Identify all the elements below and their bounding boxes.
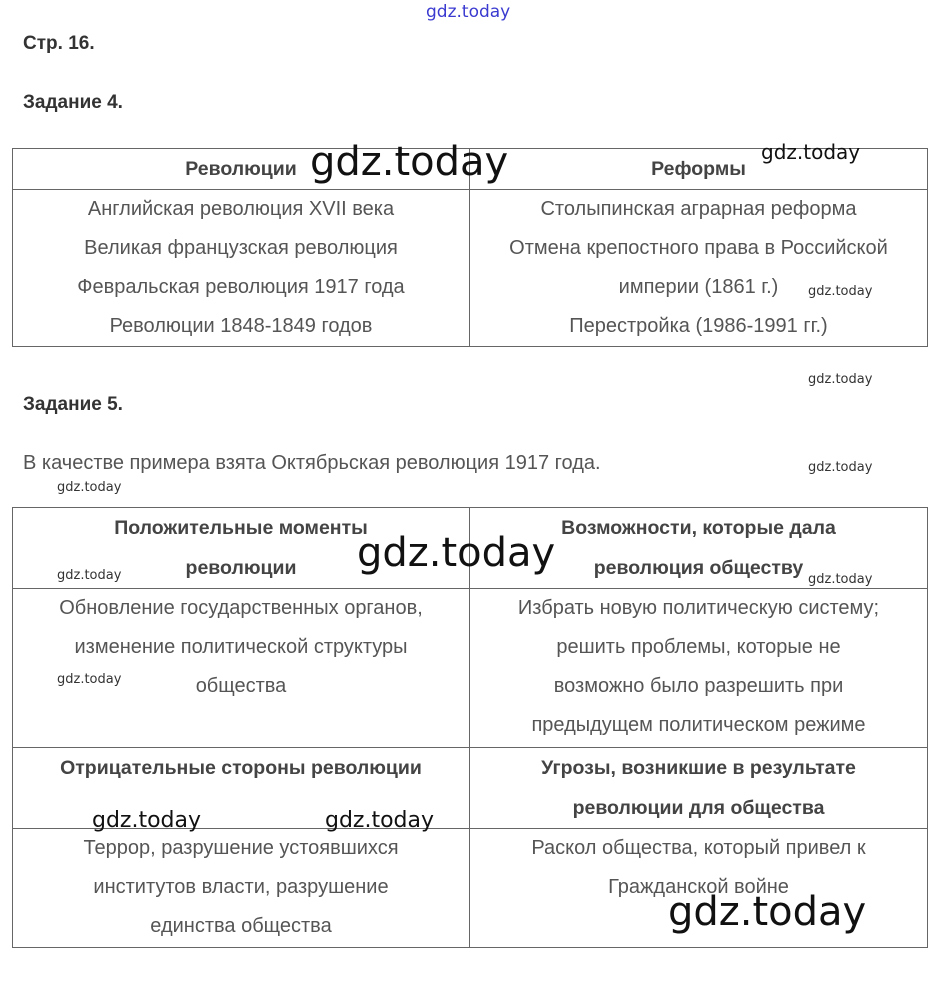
opportunities-body: Избрать новую политическую систему; решить проблемы, которые не возможно было разрешить при предыдущем политическом режиме [470,589,928,748]
task5-intro: В качестве примера взята Октябрьская революция 1917 года. [23,452,601,474]
watermark: gdz.today [808,284,873,299]
watermark: gdz.today [310,139,509,185]
list-item: Столыпинская аграрная реформа [540,198,857,220]
list-item: Английская революция XVII века [87,198,395,220]
watermark: gdz.today [57,568,122,583]
list-item: Февральская революция 1917 года [77,276,405,298]
watermark: gdz.today [808,372,873,387]
threats-body: Раскол общества, который привел к Гражданской войне [470,829,928,948]
watermark: gdz.today [57,672,122,687]
watermark: gdz.today [57,480,122,495]
revolutions-cell [13,190,470,347]
watermark: gdz.today [325,808,435,833]
positive-body: Обновление государственных органов, изменение политической структуры общества [13,589,470,748]
list-item: Великая французская революция [84,237,398,259]
list-item: Революции 1848-1849 годов [109,315,373,337]
page-ref: Стр. 16. [23,33,95,54]
list-item: Отмена крепостного права в Российской [509,237,888,259]
opportunities-header: Возможности, которые дала революция обществу [470,508,928,589]
threats-header: Угрозы, возникшие в результате революции для общества [470,748,928,829]
watermark: gdz.today [357,530,556,576]
watermark: gdz.today [92,808,202,833]
negative-body: Террор, разрушение устоявшихся институтов власти, разрушение единства общества [13,829,470,948]
watermark: gdz.today [668,889,867,935]
watermark: gdz.today [426,2,511,22]
negative-header: Отрицательные стороны революции [13,748,470,829]
watermark: gdz.today [761,140,861,164]
revolutions-header: Революции [13,149,470,190]
task5-title: Задание 5. [23,394,123,415]
positive-header: Положительные моменты революции [13,508,470,589]
list-item: империи (1861 г.) [618,276,779,298]
list-item: Перестройка (1986-1991 гг.) [569,315,828,337]
watermark: gdz.today [808,572,873,587]
reforms-header: Реформы [470,149,928,190]
reforms-cell [470,190,928,347]
watermark: gdz.today [808,460,873,475]
task4-title: Задание 4. [23,92,123,113]
